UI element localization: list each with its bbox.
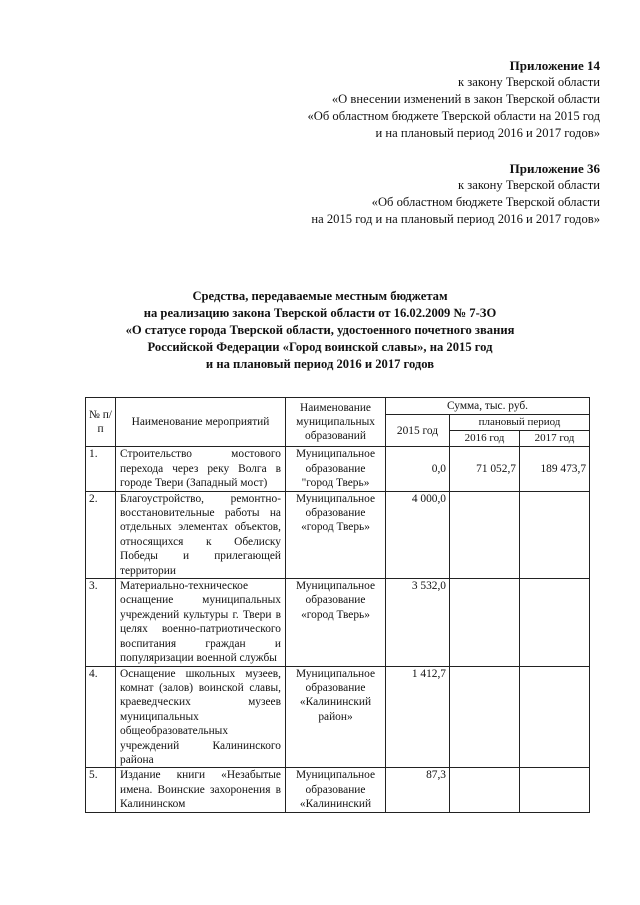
header-2017: 2017 год xyxy=(520,431,590,447)
row-2015: 87,3 xyxy=(386,768,450,812)
row-2017 xyxy=(520,666,590,768)
header-2016: 2016 год xyxy=(450,431,520,447)
appendix-14-title: Приложение 14 xyxy=(509,58,600,73)
appendix-36-title: Приложение 36 xyxy=(509,161,600,176)
row-num: 2. xyxy=(86,491,116,578)
appendix-14-line: «О внесении изменений в закон Тверской области xyxy=(331,92,600,106)
appendix-14-header xyxy=(307,57,600,142)
appendix-14-line: «Об областном бюджете Тверской области на 2015 год xyxy=(307,109,600,123)
header-municipality: Наименование муниципальных образований xyxy=(286,398,386,447)
row-num: 4. xyxy=(86,666,116,768)
table-row xyxy=(86,579,590,666)
row-2015: 4 000,0 xyxy=(386,491,450,578)
row-2016 xyxy=(450,491,520,578)
appendix-36-line: «Об областном бюджете Тверской области xyxy=(371,195,600,209)
row-name: Благоустройство, ремонтно-восстановительные работы на отдельных элементах объектов, относящихся к Обелиску Победы и прилегающей территории xyxy=(116,491,286,578)
row-2015: 0,0 xyxy=(386,447,450,491)
table-row xyxy=(86,447,590,491)
row-2017: 189 473,7 xyxy=(520,447,590,491)
row-2015: 3 532,0 xyxy=(386,579,450,666)
document-title-line: Российской Федерации «Город воинской славы», на 2015 год xyxy=(147,340,493,354)
row-name: Материально-техническое оснащение муниципальных учреждений культуры г. Твери в целях военно-патриотического воспитания граждан и популяризации военной службы xyxy=(116,579,286,666)
header-num: № п/п xyxy=(86,398,116,447)
budget-table xyxy=(85,397,590,813)
header-sum: Сумма, тыс. руб. xyxy=(386,398,590,415)
row-name: Издание книги «Незабытые имена. Воинские захоронения в Калининском xyxy=(116,768,286,812)
row-num: 1. xyxy=(86,447,116,491)
row-2016 xyxy=(450,666,520,768)
row-2017 xyxy=(520,768,590,812)
row-name: Оснащение школьных музеев, комнат (залов) воинской славы, краеведческих музеев муниципальных общеобразовательных учреждений Калининского района xyxy=(116,666,286,768)
document-title xyxy=(80,288,560,373)
table-row xyxy=(86,666,590,768)
table-row xyxy=(86,768,590,812)
appendix-36-header xyxy=(311,160,600,228)
row-num: 3. xyxy=(86,579,116,666)
row-2017 xyxy=(520,579,590,666)
header-planned-period: плановый период xyxy=(450,415,590,431)
row-2016 xyxy=(450,579,520,666)
row-num: 5. xyxy=(86,768,116,812)
row-2016: 71 052,7 xyxy=(450,447,520,491)
row-municipality: Муниципальное образование «город Тверь» xyxy=(286,579,386,666)
appendix-36-line: на 2015 год и на плановый период 2016 и 2017 годов» xyxy=(311,212,600,226)
appendix-36-line: к закону Тверской области xyxy=(458,178,600,192)
header-name: Наименование мероприятий xyxy=(116,398,286,447)
row-municipality: Муниципальное образование "город Тверь» xyxy=(286,447,386,491)
row-municipality: Муниципальное образование «город Тверь» xyxy=(286,491,386,578)
document-title-line: Средства, передаваемые местным бюджетам xyxy=(192,289,448,303)
row-2017 xyxy=(520,491,590,578)
row-municipality: Муниципальное образование «Калининский район» xyxy=(286,666,386,768)
document-title-line: и на плановый период 2016 и 2017 годов xyxy=(205,357,435,371)
row-2015: 1 412,7 xyxy=(386,666,450,768)
appendix-14-line: и на плановый период 2016 и 2017 годов» xyxy=(375,126,600,140)
row-municipality: Муниципальное образование «Калининский xyxy=(286,768,386,812)
header-2015: 2015 год xyxy=(386,415,450,447)
row-name: Строительство мостового перехода через реку Волга в городе Твери (Западный мост) xyxy=(116,447,286,491)
document-title-line: на реализацию закона Тверской области от 16.02.2009 № 7-ЗО xyxy=(143,306,497,320)
appendix-14-line: к закону Тверской области xyxy=(458,75,600,89)
table-row xyxy=(86,491,590,578)
document-title-line: «О статусе города Тверской области, удостоенного почетного звания xyxy=(125,323,515,337)
row-2016 xyxy=(450,768,520,812)
